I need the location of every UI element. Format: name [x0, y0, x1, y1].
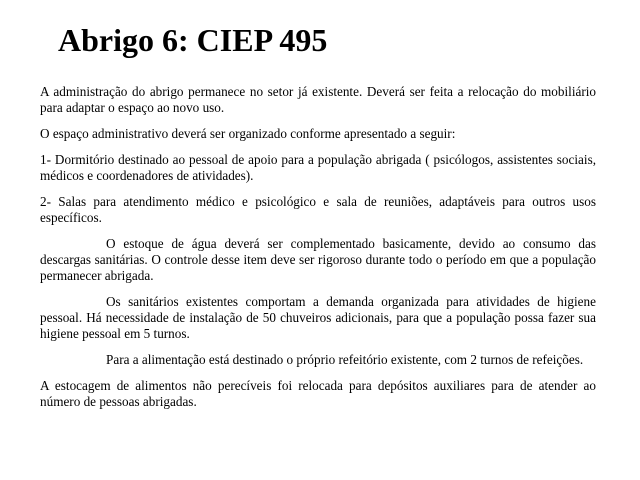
paragraph-sanitary: Os sanitários existentes comportam a demanda organizada para atividades de higiene pessoal. Há necessidade de instalação de 50 chuveiros adicionais, para que a população possa fazer sua higiene pessoal em 5 turnos. [40, 294, 596, 341]
paragraph-admin-space: O espaço administrativo deverá ser organizado conforme apresentado a seguir: [40, 126, 456, 141]
paragraph-dormitory: 1- Dormitório destinado ao pessoal de apoio para a população abrigada ( psicólogos, assistentes sociais, médicos e coordenadores de atividades). [40, 152, 596, 183]
paragraph-administration: A administração do abrigo permanece no setor já existente. Deverá ser feita a relocação do mobiliário para adaptar o espaço ao novo uso. [40, 84, 596, 115]
slide-title: Abrigo 6: CIEP 495 [58, 22, 328, 58]
paragraph-food-storage: A estocagem de alimentos não perecíveis foi relocada para depósitos auxiliares para de atender ao número de pessoas abrigadas. [40, 378, 596, 409]
paragraph-rooms: 2- Salas para atendimento médico e psicológico e sala de reuniões, adaptáveis para outros usos específicos. [40, 194, 596, 225]
slide-body [40, 84, 596, 420]
paragraph-food-service: Para a alimentação está destinado o próprio refeitório existente, com 2 turnos de refeições. [106, 352, 584, 367]
paragraph-water-stock: O estoque de água deverá ser complementado basicamente, devido ao consumo das descargas sanitárias. O controle desse item deve ser rigoroso durante todo o período em que a população permanecer abrigada. [40, 236, 596, 283]
